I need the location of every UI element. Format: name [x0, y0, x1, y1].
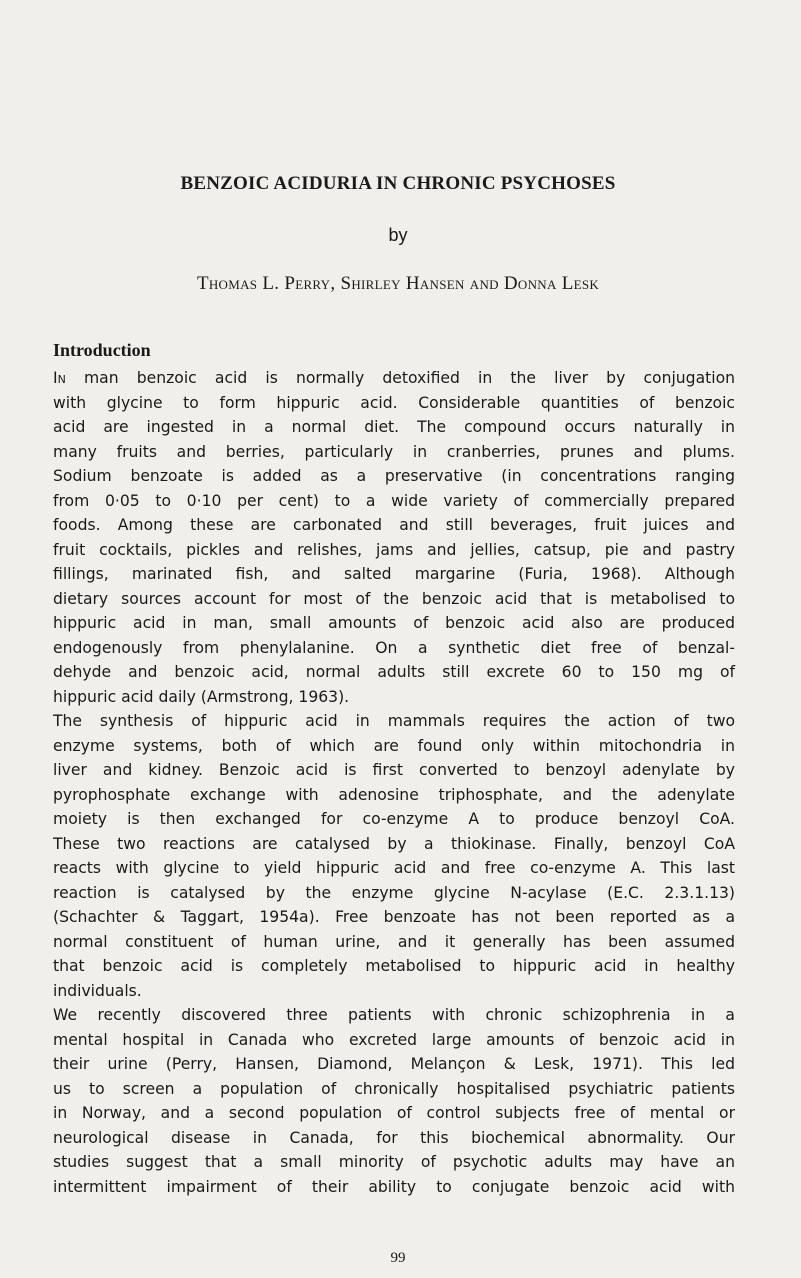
text-line-1: with glycine to form hippuric acid. Considerable quantities of benzoic — [53, 393, 735, 412]
text-line-11: endogenously from phenylalanine. On a synthetic diet free of benzal- — [53, 638, 735, 657]
text-line-24: that benzoic acid is completely metabolised to hippuric acid in healthy — [53, 957, 735, 975]
page-number: 99 — [390, 1250, 406, 1266]
text-line-6: foods. Among these are carbonated and still beverages, fruit juices and — [53, 516, 735, 534]
text-line-16: liver and kidney. Benzoic acid is first converted to benzoyl adenylate by — [53, 761, 735, 779]
text-line-19: These two reactions are catalysed by a thiokinase. Finally, benzoyl CoA — [53, 834, 735, 853]
text-line-9: dietary sources account for most of the benzoic acid that is metabolised to — [53, 589, 735, 608]
text-line-30: in Norway, and a second population of control subjects free of mental or — [53, 1104, 735, 1122]
text-line-27: mental hospital in Canada who excreted large amounts of benzoic acid in — [53, 1030, 735, 1049]
text-line-4: Sodium benzoate is added as a preservative (in concentrations ranging — [53, 467, 735, 485]
text-line-13: hippuric acid daily (Armstrong, 1963). — [53, 687, 350, 706]
text-line-31: neurological disease in Canada, for this biochemical abnormality. Our — [53, 1128, 735, 1147]
text-line-33: intermittent impairment of their ability to conjugate benzoic acid with — [53, 1177, 735, 1196]
text-line-26: We recently discovered three patients with chronic schizophrenia in a — [53, 1006, 735, 1024]
text-line-23: normal constituent of human urine, and it generally has been assumed — [53, 932, 735, 951]
text-line-14: The synthesis of hippuric acid in mammals requires the action of two — [53, 712, 735, 730]
byline-by: by — [388, 225, 408, 245]
text-line-3: many fruits and berries, particularly in cranberries, prunes and plums. — [53, 442, 735, 461]
drop-word: In — [53, 369, 66, 387]
text-line-18: moiety is then exchanged for co-enzyme A to produce benzoyl CoA. — [53, 810, 735, 828]
page — [53, 0, 735, 1278]
text-line-21: reaction is catalysed by the enzyme glycine N-acylase (E.C. 2.3.1.13) — [53, 883, 735, 902]
text-line-22: (Schachter & Taggart, 1954a). Free benzoate has not been reported as a — [53, 908, 735, 926]
text-line-17: pyrophosphate exchange with adenosine triphosphate, and the adenylate — [53, 785, 735, 804]
body-text — [53, 366, 735, 1199]
text-line-12: dehyde and benzoic acid, normal adults still excrete 60 to 150 mg of — [53, 663, 735, 681]
author-list: Thomas L. Perry, Shirley Hansen and Donna Lesk — [196, 273, 600, 294]
text-line-2: acid are ingested in a normal diet. The compound occurs naturally in — [53, 418, 735, 436]
text-line-15: enzyme systems, both of which are found only within mitochondria in — [53, 736, 735, 755]
text-line-25: individuals. — [53, 981, 142, 1000]
text-line-29: us to screen a population of chronically hospitalised psychiatric patients — [53, 1079, 735, 1098]
text-line-7: fruit cocktails, pickles and relishes, jams and jellies, catsup, pie and pastry — [53, 540, 735, 559]
text-line-8: fillings, marinated fish, and salted margarine (Furia, 1968). Although — [53, 565, 735, 583]
text-line-28: their urine (Perry, Hansen, Diamond, Melançon & Lesk, 1971). This led — [53, 1055, 735, 1073]
text-line-10: hippuric acid in man, small amounts of benzoic acid also are produced — [53, 614, 735, 632]
text-line-0: In man benzoic acid is normally detoxified in the liver by conjugation — [53, 369, 735, 387]
text-line-5: from 0·05 to 0·10 per cent) to a wide variety of commercially prepared — [53, 491, 735, 510]
text-line-20: reacts with glycine to yield hippuric acid and free co-enzyme A. This last — [53, 859, 735, 877]
article-title: BENZOIC ACIDURIA IN CHRONIC PSYCHOSES — [180, 173, 616, 194]
section-heading: Introduction — [53, 340, 151, 360]
text-line-32: studies suggest that a small minority of psychotic adults may have an — [53, 1153, 735, 1171]
